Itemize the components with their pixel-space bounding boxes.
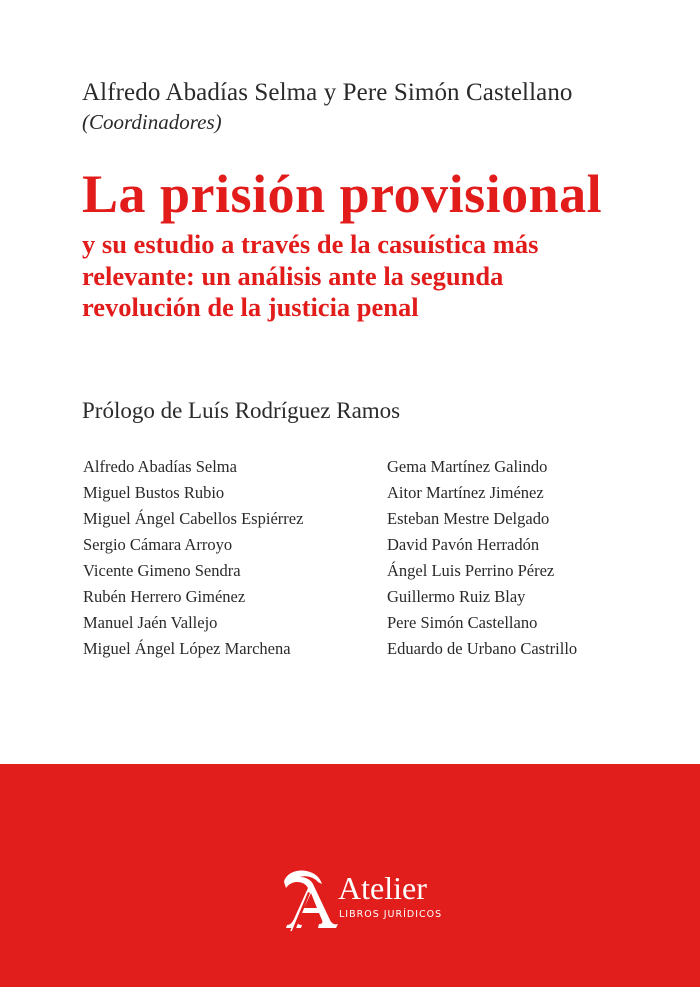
author-name: Esteban Mestre Delgado — [387, 509, 550, 528]
prologue-credit: Prólogo de Luís Rodríguez Ramos — [82, 398, 401, 423]
coordinators-role: (Coordinadores) — [82, 110, 222, 134]
subtitle-line: relevante: un análisis ante la segunda — [82, 260, 504, 291]
author-name: Miguel Ángel López Marchena — [83, 639, 291, 658]
author-name: Miguel Bustos Rubio — [83, 483, 225, 502]
book-title: La prisión provisional — [82, 164, 603, 224]
publisher-logo — [278, 868, 458, 938]
author-name: Guillermo Ruiz Blay — [387, 587, 526, 606]
authors-list-right — [387, 454, 577, 662]
author-name: Manuel Jaén Vallejo — [83, 613, 218, 632]
author-name: David Pavón Herradón — [387, 535, 540, 554]
book-subtitle — [82, 229, 642, 324]
author-name: Aitor Martínez Jiménez — [387, 483, 544, 502]
publisher-name: Atelier — [338, 870, 427, 906]
subtitle-line: y su estudio a través de la casuística más — [82, 229, 539, 259]
author-name: Gema Martínez Galindo — [387, 457, 548, 476]
author-name: Alfredo Abadías Selma — [83, 457, 237, 476]
author-name: Ángel Luis Perrino Pérez — [387, 561, 555, 580]
coordinators: Alfredo Abadías Selma y Pere Simón Castellano — [82, 79, 573, 106]
author-name: Sergio Cámara Arroyo — [83, 535, 233, 554]
author-name: Vicente Gimeno Sendra — [83, 561, 241, 580]
author-name: Rubén Herrero Giménez — [83, 587, 246, 606]
authors-list-left — [83, 454, 303, 662]
author-name: Eduardo de Urbano Castrillo — [387, 639, 578, 658]
atelier-a-logo-icon — [278, 868, 344, 932]
publisher-tagline: LIBROS JURÍDICOS — [339, 909, 443, 920]
author-name: Miguel Ángel Cabellos Espiérrez — [83, 509, 304, 528]
author-name: Pere Simón Castellano — [387, 613, 538, 632]
subtitle-line: revolución de la justicia penal — [82, 292, 419, 322]
